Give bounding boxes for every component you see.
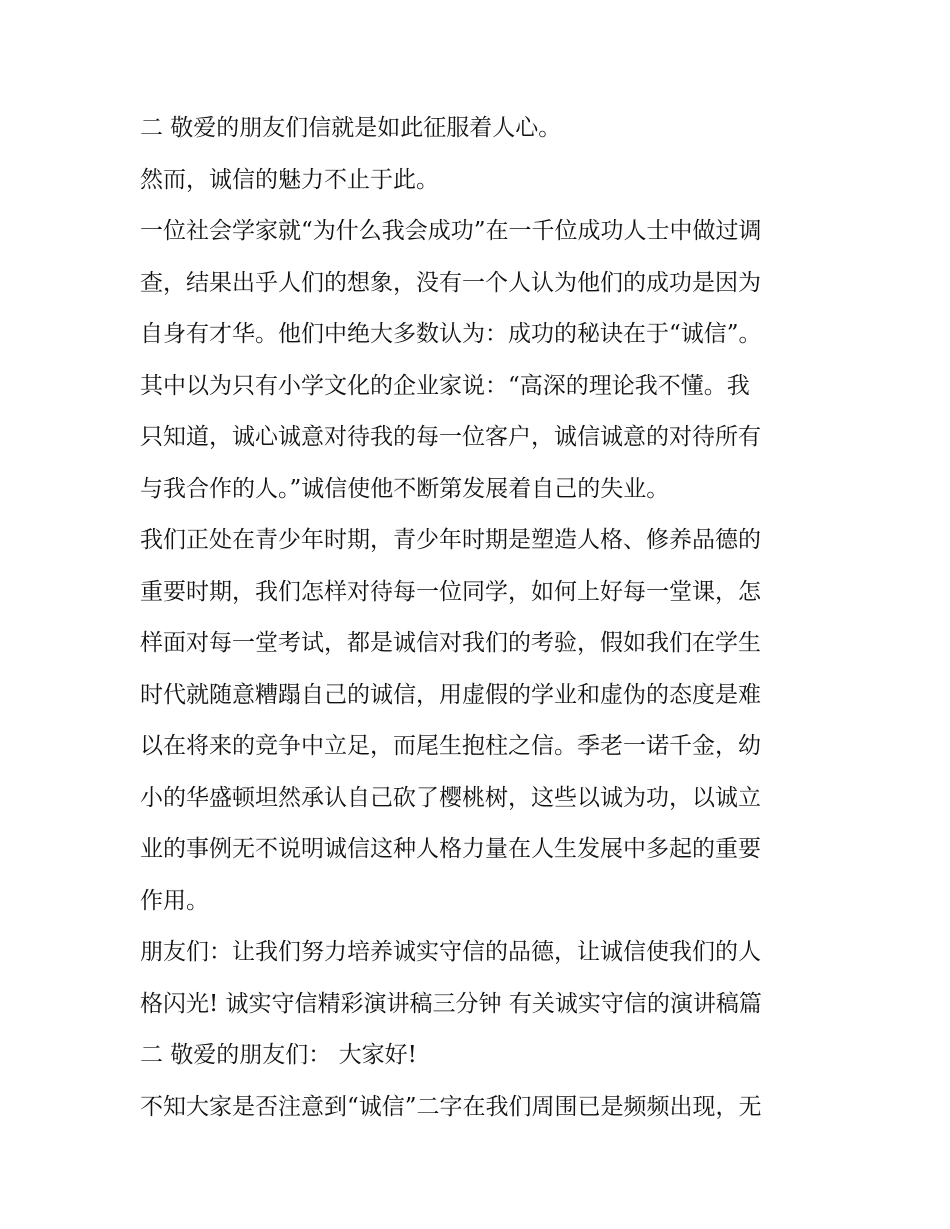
text-line: 时代就随意糟蹋自己的诚信，用虚假的学业和虚伪的态度是难 <box>140 681 761 708</box>
text-line: 其中以为只有小学文化的企业家说：“高深的理论我不懂。我 <box>140 372 750 399</box>
text-line: 业的事例无不说明诚信这种人格力量在人生发展中多起的重要 <box>140 836 761 862</box>
text-line: 然而，诚信的魅力不止于此。 <box>140 166 439 193</box>
text-line: 以在将来的竞争中立足，而尾生抱柱之信。季老一诺千金，幼 <box>140 733 761 759</box>
text-line: 不知大家是否注意到“诚信”二字在我们周围已是频频出现，无 <box>140 1093 762 1120</box>
document-body <box>140 108 820 1138</box>
text-line: 格闪光! 诚实守信精彩演讲稿三分钟 有关诚实守信的演讲稿篇 <box>140 990 762 1017</box>
text-line: 重要时期，我们怎样对待每一位同学，如何上好每一堂课，怎 <box>140 578 761 605</box>
text-line: 与我合作的人。”诚信使他不断第发展着自己的失业。 <box>140 475 670 502</box>
text-line: 朋友们：让我们努力培养诚实守信的品德，让诚信使我们的人 <box>140 939 761 965</box>
text-line: 只知道，诚心诚意对待我的每一位客户，诚信诚意的对待所有 <box>140 424 761 450</box>
text-line: 样面对每一堂考试，都是诚信对我们的考验，假如我们在学生 <box>140 630 761 656</box>
text-line: 二 敬爱的朋友们： 大家好! <box>140 1042 417 1068</box>
text-line: 二 敬爱的朋友们信就是如此征服着人心。 <box>140 115 562 141</box>
text-line: 我们正处在青少年时期，青少年时期是塑造人格、修养品德的 <box>140 527 761 553</box>
text-line: 自身有才华。他们中绝大多数认为：成功的秘诀在于“诚信”。 <box>140 321 762 347</box>
text-line: 一位社会学家就“为什么我会成功”在一千位成功人士中做过调 <box>140 218 762 244</box>
text-line: 小的华盛顿坦然承认自己砍了樱桃树，这些以诚为功，以诚立 <box>140 784 761 811</box>
text-line: 查，结果出乎人们的想象，没有一个人认为他们的成功是因为 <box>140 269 761 296</box>
text-line: 作用。 <box>140 887 209 914</box>
